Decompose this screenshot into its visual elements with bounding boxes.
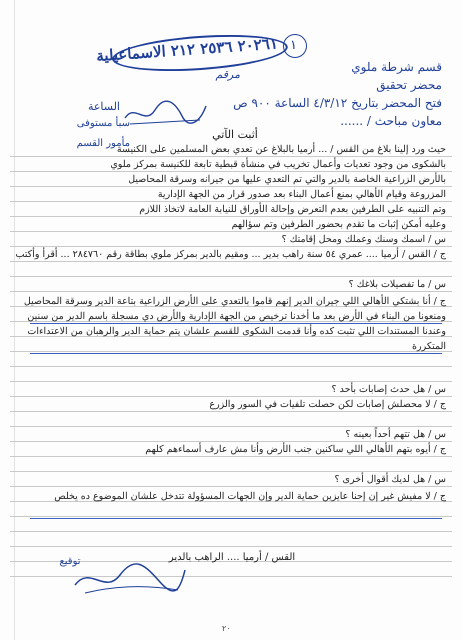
rule-line [10, 186, 452, 187]
rule-line [10, 456, 452, 457]
signature-scribble [70, 560, 190, 600]
intro-heading: أثبت الآتي [212, 128, 258, 141]
rule-line [10, 411, 452, 412]
rule-line [10, 201, 452, 202]
rule-line [10, 261, 452, 262]
rule-line [10, 486, 452, 487]
closing-line: القس / أرميا .... الراهب بالدير [168, 552, 296, 563]
rule-line [10, 156, 452, 157]
margin-line [14, 0, 15, 640]
intro-line: بالأرض الزراعية الخاصة بالدير والتي تم التعدي عليها من جيرانه وسرقة المحاصيل [128, 174, 446, 185]
question-1: س / اسمك وسنك وعملك ومحل إقامتك ؟ [281, 234, 446, 245]
rule-line [10, 531, 452, 532]
highlight-underline [30, 518, 442, 519]
question-4: س / هل تتهم أحداً بعينه ؟ [345, 429, 446, 440]
intro-line: المزروعة وقيام الأهالي بمنع أعمال البناء بعد صدور قرار من الجهة الإدارية [157, 189, 446, 200]
page-mark: ٢٠ [222, 624, 231, 633]
rule-line [10, 246, 452, 247]
rule-line [10, 216, 452, 217]
meta-line-3: فتح المحضر بتاريخ ٤/٣/١٢ الساعة ٩٠٠ ص [233, 96, 442, 110]
signature-label: توقيع [59, 556, 81, 567]
rule-line [10, 471, 452, 472]
rule-line [10, 171, 452, 172]
meta-line-2: محضر تحقيق [376, 78, 442, 92]
meta-side-note: سبأ مستوفى [76, 118, 130, 129]
meta-line-5: مأمور القسم [76, 138, 130, 149]
intro-line: وعليه أمكن إثبات ما تقدم بحضور الطرفين وتم سؤالهم [231, 219, 446, 230]
answer-3: ج / لا محصلش إصابات لكن حصلت تلفيات في السور والزرع [209, 399, 446, 410]
question-2: س / ما تفصيلات بلاغك ؟ [348, 279, 446, 290]
meta-line-4: معاون مباحث / ...... [340, 114, 442, 128]
intro-line: بالشكوى من وجود تعديات وأعمال تخريب في منشأة قبطية تابعة للكنيسة بمركز ملوي [110, 159, 446, 170]
question-5: س / هل لديك أقوال أخرى ؟ [334, 474, 446, 485]
intro-line: وتم التنبيه على الطرفين بعدم التعرض وإحالة الأوراق للنيابة العامة لاتخاذ اللازم [139, 204, 446, 215]
header-scribble: مرقم [215, 68, 240, 81]
meta-time-label: الساعة [87, 100, 120, 113]
case-number: ٢٠٢٦١ ٢٥٣٦ ٢١٢ الاسماعيلية [95, 34, 279, 66]
circle-number-ring [283, 34, 307, 58]
question-3: س / هل حدث إصابات بأحد ؟ [331, 384, 446, 395]
rule-line [10, 396, 452, 397]
meta-line-1: قسم شرطة ملوي [351, 60, 442, 74]
rule-line [10, 426, 452, 427]
answer-2: ج / أنا بشتكي الأهالي اللي جيران الدير إنهم قاموا بالتعدي على الأرض الزراعية بتاعة الدير وسرقة المحاصيل ومنعونا من البناء في الأرض بعد ما أخدنا ترخيص من الجهة الإدارية والأرض دي مسجلة باسم الدير من سنين وعندنا المستندات اللي تثبت كده وأنا قدمت الشكوى للقسم علشان يتم حماية الدير والرهبان من الاعتداءات المتكررة [23, 296, 446, 352]
answer-5: ج / لا مفيش غير إن إحنا عايزين حماية الدير وإن الجهات المسؤولة تتدخل علشان الموضوع ده يخلص [54, 491, 446, 502]
rule-line [10, 231, 452, 232]
answer-1: ج / القس / أرميا .... عمري ٥٤ سنة راهب بدير ... ومقيم بالدير بمركز ملوي بطاقة رقم ٢٨٤٧٦٠ ... أقرأ وأكتب [15, 249, 446, 260]
stamp-scribble [120, 98, 210, 128]
highlight-underline [30, 353, 442, 354]
rule-line [10, 441, 452, 442]
circle-number: ١ [290, 38, 297, 53]
highlight-underline [30, 323, 442, 324]
rule-line [10, 291, 452, 292]
answer-4: ج / أيوه بتهم الأهالي اللي ساكنين جنب الأرض وأنا مش عارف أسماءهم كلهم [145, 444, 446, 455]
rule-line [10, 546, 452, 547]
intro-line: حيث ورد إلينا بلاغ من القس / ... أرميا بالبلاغ عن تعدي بعض المسلمين على الكنيسة [116, 144, 446, 155]
rule-line [10, 276, 452, 277]
